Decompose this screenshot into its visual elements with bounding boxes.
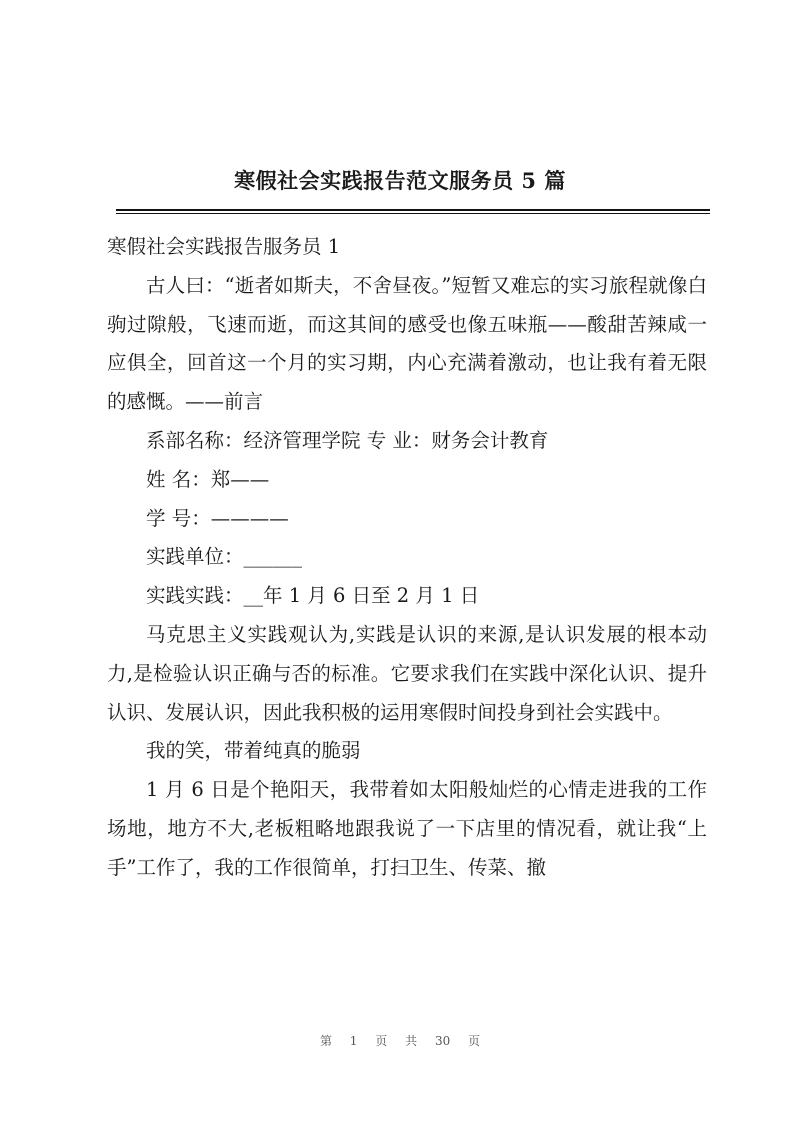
footer-total-suffix: 页 — [468, 1034, 481, 1048]
section-heading: 寒假社会实践报告服务员 1 — [107, 235, 341, 258]
paragraph-subheading: 我的笑，带着纯真的脆弱 — [146, 739, 361, 763]
document-body — [107, 228, 707, 888]
paragraph-name: 姓 名：郑—— — [146, 467, 270, 491]
paragraph-practice-time: 实践实践：__年 1 月 6 日至 2 月 1 日 — [146, 584, 480, 608]
footer-page-label: 第 — [319, 1034, 332, 1048]
page-footer — [0, 1032, 800, 1049]
footer-page-number: 1 — [349, 1034, 358, 1048]
paragraph-department: 系部名称：经济管理学院 专 业：财务会计教育 — [146, 428, 549, 452]
paragraph-practice-unit: 实践单位：______ — [146, 545, 303, 569]
footer-page-suffix: 页 — [375, 1034, 388, 1048]
paragraph-first-day: 1 月 6 日是个艳阳天，我带着如太阳般灿烂的心情走进我的工作场地，地方不大,老板粗略地跟我说了一下店里的情况看，就让我“上手”工作了，我的工作很简单，打扫卫生、传菜、撤 — [107, 778, 707, 879]
title-divider — [116, 209, 710, 214]
footer-total-label: 共 — [405, 1034, 418, 1048]
document-title: 寒假社会实践报告范文服务员 5 篇 — [234, 168, 566, 193]
paragraph-preface: 古人曰：“逝者如斯夫，不舍昼夜。”短暂又难忘的实习旅程就像白驹过隙般，飞速而逝，而这其间的感受也像五味瓶——酸甜苦辣咸一应俱全，回首这一个月的实习期，内心充满着激动，也让我有着无限的感慨。——前言 — [107, 273, 707, 414]
paragraph-student-id: 学 号：———— — [146, 506, 289, 530]
footer-total-pages: 30 — [434, 1034, 451, 1048]
paragraph-marxism: 马克思主义实践观认为,实践是认识的来源,是认识发展的根本动力,是检验认识正确与否的标准。它要求我们在实践中深化认识、提升认识、发展认识，因此我积极的运用寒假时间投身到社会实践中。 — [107, 622, 707, 724]
